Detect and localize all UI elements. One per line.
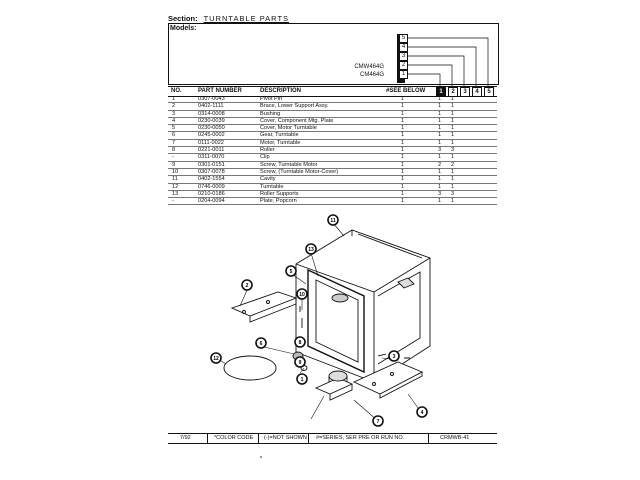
callout-label: 4 [420, 410, 424, 416]
row-qty-col-2: 1 [451, 154, 455, 161]
callout-3 [389, 351, 399, 361]
callout-5 [286, 266, 296, 276]
row-qty-col-2: 1 [451, 168, 455, 175]
row-qty-see-below: 1 [401, 190, 405, 197]
footer-date: 7/92 [180, 435, 191, 441]
row-part-number: 0307-0078 [198, 168, 225, 175]
row-no: 1 [172, 96, 176, 102]
section-title [168, 14, 289, 23]
row-qty-see-below: 1 [401, 117, 405, 124]
model-col-2: 2 [399, 61, 408, 70]
table-row [168, 118, 497, 125]
callout-label: 13 [308, 247, 314, 253]
row-qty-col-2: 1 [451, 110, 455, 117]
row-qty-see-below: 1 [401, 132, 405, 139]
footer-divider [428, 434, 429, 443]
row-qty-col-1: 1 [438, 117, 442, 124]
footer-divider [258, 434, 259, 443]
section-value: TURNTABLE PARTS [203, 14, 290, 23]
row-part-number: 0230-0039 [198, 117, 225, 124]
row-qty-col-2: 1 [451, 139, 455, 146]
callout-label: 5 [289, 269, 293, 275]
callout-13 [306, 244, 316, 254]
row-qty-col-1: 1 [438, 183, 442, 190]
callout-8 [295, 337, 305, 347]
row-qty-col-2: 1 [451, 176, 455, 183]
row-part-number: 0311-0070 [198, 154, 225, 161]
row-part-number: 0204-0094 [198, 198, 225, 205]
callout-4 [417, 407, 427, 417]
row-qty-col-2: 1 [451, 103, 455, 110]
row-qty-col-2: 1 [451, 117, 455, 124]
row-no: 13 [172, 190, 179, 197]
parts-table-body [168, 96, 497, 205]
callout-9 [295, 357, 305, 367]
row-no: 2 [172, 103, 176, 110]
row-qty-col-2: 1 [451, 132, 455, 139]
row-no: 9 [172, 161, 176, 168]
model-col-5: 5 [399, 34, 408, 43]
row-no: 3 [172, 110, 176, 117]
row-qty-see-below: 1 [401, 161, 405, 168]
row-qty-col-1: 1 [438, 103, 442, 110]
model-cmw464g: CMW464G [354, 64, 384, 70]
callout-11 [328, 215, 338, 225]
row-part-number: 0210-0186 [198, 190, 225, 197]
footer-divider [207, 434, 208, 443]
row-qty-see-below: 1 [401, 96, 405, 102]
diagram-svg [168, 196, 497, 434]
row-qty-col-2: 3 [451, 190, 455, 197]
row-part-number: 0307-0043 [198, 96, 225, 102]
callout-label: 8 [298, 340, 302, 346]
row-no: - [172, 198, 174, 205]
callout-label: 11 [330, 218, 336, 224]
table-row [168, 162, 497, 169]
header-col-5: 5 [484, 87, 494, 97]
row-qty-col-1: 1 [438, 125, 442, 132]
scan-speck [260, 456, 262, 458]
row-no: 6 [172, 132, 176, 139]
row-description: Cover, Motor Turntable [260, 125, 317, 132]
row-qty-col-1: 3 [438, 190, 442, 197]
row-no: 5 [172, 125, 176, 132]
header-description: DESCRIPTION [260, 88, 302, 94]
row-no: 7 [172, 139, 176, 146]
row-qty-see-below: 1 [401, 110, 405, 117]
table-row [168, 125, 497, 132]
row-qty-col-2: 1 [451, 183, 455, 190]
row-part-number: 0301-0151 [198, 161, 225, 168]
callout-label: 10 [299, 292, 305, 298]
callout-label: 7 [376, 419, 380, 425]
row-no: 10 [172, 168, 179, 175]
row-description: Roller [260, 147, 275, 154]
row-qty-see-below: 1 [401, 103, 405, 110]
row-qty-col-1: 1 [438, 139, 442, 146]
row-qty-col-2: 1 [451, 96, 455, 102]
row-description: Turntable [260, 183, 284, 190]
row-qty-see-below: 1 [401, 125, 405, 132]
table-row [168, 176, 497, 183]
footer-bar [168, 433, 497, 444]
row-qty-see-below: 1 [401, 147, 405, 154]
row-qty-col-2: 2 [451, 161, 455, 168]
header-col-1: 1 [436, 87, 446, 97]
row-qty-col-1: 1 [438, 154, 442, 161]
row-qty-col-1: 1 [438, 198, 442, 205]
callout-label: 2 [245, 283, 249, 289]
row-part-number: 0402-1554 [198, 176, 225, 183]
row-description: Clip [260, 154, 270, 161]
callout-12 [211, 353, 221, 363]
callout-6 [256, 338, 266, 348]
callout-label: 12 [213, 356, 219, 362]
table-row [168, 140, 497, 147]
table-row [168, 132, 497, 139]
row-qty-col-1: 1 [438, 132, 442, 139]
row-description: Cover, Component Mtg. Plate [260, 117, 334, 124]
row-qty-col-1: 2 [438, 161, 442, 168]
row-no: 11 [172, 176, 178, 183]
row-description: Brace, Lower Support Assy. [260, 103, 329, 110]
row-qty-col-1: 3 [438, 147, 442, 154]
row-part-number: 0746-0009 [198, 183, 225, 190]
footer-doc-number: CRMWB-41 [440, 435, 470, 441]
models-label: Models: [170, 25, 197, 32]
row-qty-col-1: 1 [438, 176, 442, 183]
row-no: 12 [172, 183, 179, 190]
row-part-number: 0230-0050 [198, 125, 225, 132]
row-qty-col-1: 1 [438, 110, 442, 117]
model-col-3: 3 [399, 52, 408, 61]
row-description: Screw, (Turntable Motor-Cover) [260, 168, 339, 175]
footer-series: #=SERIES, SER PRE OR RUN NO. [316, 435, 405, 441]
row-description: Screw, Turntable Motor [260, 161, 318, 168]
row-qty-col-2: 1 [451, 198, 455, 205]
table-row [168, 169, 497, 176]
callout-10 [297, 289, 307, 299]
footer-not-shown: (-)=NOT SHOWN [264, 435, 307, 441]
parts-sheet [168, 12, 498, 445]
row-qty-col-2: 3 [451, 147, 455, 154]
model-leader-lines [408, 26, 498, 88]
callout-label: 3 [392, 354, 396, 360]
row-no: - [172, 154, 174, 161]
row-description: Cavity [260, 176, 276, 183]
table-row [168, 184, 497, 191]
row-no: 8 [172, 147, 176, 154]
callout-7 [373, 416, 383, 426]
row-qty-see-below: 1 [401, 154, 405, 161]
row-qty-see-below: 1 [401, 183, 405, 190]
table-row [168, 154, 497, 161]
table-row [168, 111, 497, 118]
callout-label: 9 [298, 360, 302, 366]
model-cm464g: CM464G [359, 72, 384, 78]
row-qty-col-1: 1 [438, 96, 442, 102]
row-part-number: 0314-0008 [198, 110, 225, 117]
table-row [168, 96, 497, 103]
footer-color-code: *COLOR CODE [214, 435, 254, 441]
row-description: Roller Supports [260, 190, 299, 197]
row-part-number: 0402-1111 [198, 103, 224, 110]
exploded-diagram [168, 196, 497, 434]
row-description: Motor, Turntable [260, 139, 301, 146]
header-col-2: 2 [448, 87, 458, 97]
row-part-number: 0111-0022 [198, 139, 224, 146]
row-qty-see-below: 1 [401, 168, 405, 175]
callout-label: 1 [300, 377, 304, 383]
header-col-3: 3 [460, 87, 470, 97]
header-see-below: #SEE BELOW [386, 88, 426, 94]
model-col-1: 1 [399, 70, 408, 79]
callout-2 [242, 280, 252, 290]
callout-label: 6 [259, 341, 263, 347]
table-row [168, 147, 497, 154]
row-description: Pivot Pin [260, 96, 283, 102]
table-row [168, 103, 497, 110]
row-description: Bushing [260, 110, 281, 117]
header-part-number: PART NUMBER [198, 88, 242, 94]
row-part-number: 0221-0011 [198, 147, 225, 154]
footer-divider [308, 434, 309, 443]
callout-1 [297, 374, 307, 384]
row-qty-see-below: 1 [401, 198, 405, 205]
row-qty-col-2: 1 [451, 125, 455, 132]
row-qty-see-below: 1 [401, 176, 405, 183]
section-label: Section: [168, 14, 198, 23]
row-no: 4 [172, 117, 176, 124]
row-description: Gear, Turntable [260, 132, 299, 139]
row-description: Plate, Popcorn [260, 198, 297, 205]
row-qty-see-below: 1 [401, 139, 405, 146]
row-part-number: 0245-0002 [198, 132, 225, 139]
header-no: NO. [171, 88, 182, 94]
header-col-4: 4 [472, 87, 482, 97]
row-qty-col-1: 1 [438, 168, 442, 175]
model-col-4: 4 [399, 43, 408, 52]
